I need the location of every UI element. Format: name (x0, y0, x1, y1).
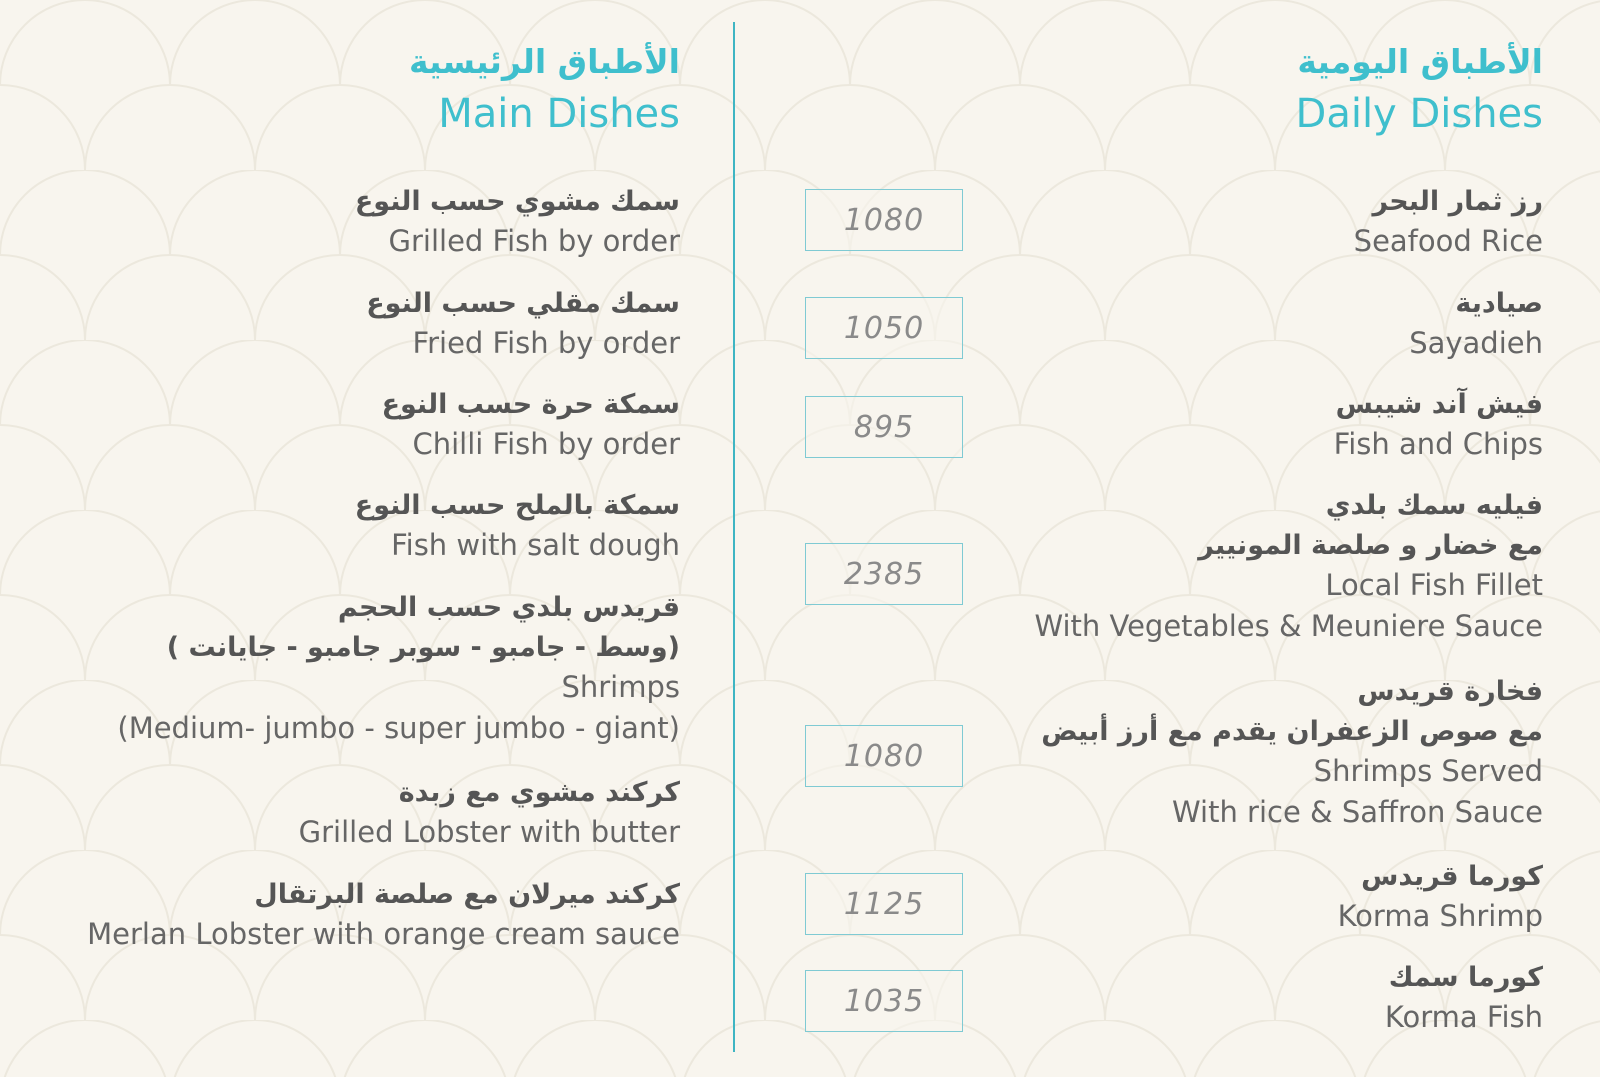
dish-name-ar: كركند مشوي مع زبدة (398, 777, 680, 808)
daily-dishes-title-ar: الأطباق اليومية (1297, 42, 1543, 81)
dish-name-ar: كورما قريدس (1361, 861, 1543, 892)
dish-name-en: Shrimps Served (1313, 754, 1543, 788)
dish-name-ar: صيادية (1455, 288, 1543, 319)
dish-desc-en: With Vegetables & Meuniere Sauce (1034, 609, 1543, 643)
main-dish-item (355, 182, 680, 260)
dish-desc-ar: مع صوص الزعفران يقدم مع أرز أبيض (1041, 716, 1543, 747)
daily-dishes-title-en: Daily Dishes (1295, 91, 1543, 137)
dish-sizes-en: (Medium- jumbo - super jumbo - giant) (117, 711, 680, 745)
dish-name-en: Merlan Lobster with orange cream sauce (87, 917, 680, 951)
dish-sizes-ar: (وسط - جامبو - سوبر جامبو - جايانت ) (166, 632, 680, 663)
dish-name-en: Korma Shrimp (1337, 899, 1543, 933)
dish-name-ar: سمكة بالملح حسب النوع (354, 490, 680, 521)
daily-dish-item (1034, 486, 1543, 645)
main-dish-item (366, 284, 680, 362)
main-dish-item (117, 588, 680, 747)
dish-name-ar: فيليه سمك بلدي (1325, 490, 1543, 521)
main-dish-item (299, 773, 680, 851)
main-dish-item (355, 486, 680, 564)
dish-name-en: Grilled Fish by order (388, 224, 680, 258)
price-box: 1080 (805, 725, 963, 787)
dish-desc-en: With rice & Saffron Sauce (1171, 795, 1543, 829)
column-divider (733, 22, 735, 1052)
dish-name-en: Fish and Chips (1333, 427, 1543, 461)
price-box: 1050 (805, 297, 963, 359)
main-dish-item (87, 875, 680, 953)
price-box: 1035 (805, 970, 963, 1032)
dish-name-ar: سمك مقلي حسب النوع (366, 288, 680, 319)
dish-name-ar: سمكة حرة حسب النوع (381, 389, 680, 420)
dish-name-en: Local Fish Fillet (1325, 568, 1543, 602)
dish-name-ar: سمك مشوي حسب النوع (354, 186, 680, 217)
daily-dish-item (1385, 958, 1543, 1036)
dish-name-en: Sayadieh (1409, 326, 1543, 360)
dish-name-en: Shrimps (561, 670, 680, 704)
dish-name-ar: قريدس بلدي حسب الحجم (337, 592, 680, 623)
dish-name-en: Chilli Fish by order (412, 427, 680, 461)
dish-name-ar: كورما سمك (1388, 962, 1543, 993)
daily-dish-item (1409, 284, 1543, 362)
daily-dish-item (1354, 182, 1543, 260)
main-dish-item (382, 385, 680, 463)
main-dishes-heading (409, 38, 680, 142)
daily-dish-item (1334, 385, 1543, 463)
dish-desc-ar: مع خضار و صلصة المونيير (1198, 530, 1543, 561)
daily-dishes-heading (1296, 38, 1543, 142)
main-dishes-title-en: Main Dishes (438, 91, 680, 137)
price-box: 1125 (805, 873, 963, 935)
daily-dish-item (1338, 857, 1543, 935)
dish-name-en: Fish with salt dough (391, 528, 680, 562)
dish-name-en: Fried Fish by order (412, 326, 680, 360)
daily-dish-item (1041, 672, 1543, 831)
price-box: 1080 (805, 189, 963, 251)
main-dishes-title-ar: الأطباق الرئيسية (409, 42, 680, 81)
dish-name-ar: كركند ميرلان مع صلصة البرتقال (254, 879, 680, 910)
dish-name-ar: فخارة قريدس (1357, 676, 1543, 707)
dish-name-en: Seafood Rice (1353, 224, 1543, 258)
dish-name-ar: رز ثمار البحر (1372, 186, 1543, 217)
price-box: 2385 (805, 543, 963, 605)
price-box: 895 (805, 396, 963, 458)
dish-name-ar: فيش آند شيبس (1335, 389, 1543, 420)
dish-name-en: Grilled Lobster with butter (298, 815, 680, 849)
dish-name-en: Korma Fish (1384, 1000, 1543, 1034)
